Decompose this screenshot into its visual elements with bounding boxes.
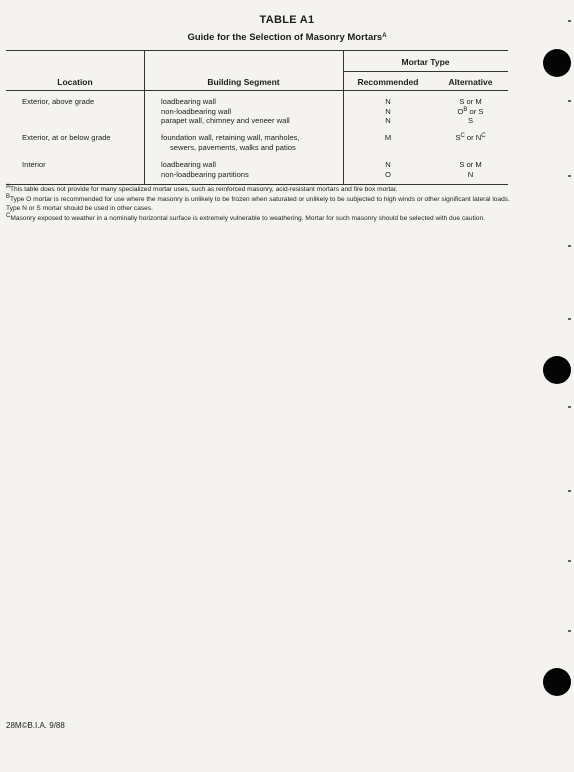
subtitle-text: Guide for the Selection of Masonry Mortars — [187, 32, 383, 43]
binder-hole — [543, 668, 571, 696]
footnote-text: This table does not provide for many specialized mortar uses, such as reinforced masonry, acid-resistant mortars and fire box mortar. — [10, 186, 398, 193]
alternative-text: S — [455, 133, 461, 142]
segment-cell: loadbearing wall — [161, 160, 216, 169]
footnote — [6, 186, 516, 194]
table-title: TABLE A1 — [259, 14, 315, 26]
edge-mark — [568, 406, 571, 408]
location-cell: Exterior, at or below grade — [22, 133, 111, 142]
edge-mark — [568, 245, 571, 247]
footnote-mark: C — [460, 133, 465, 139]
subtitle-footnote-mark: A — [382, 33, 387, 39]
recommended-cell: N — [385, 116, 391, 125]
recommended-cell: N — [385, 106, 391, 116]
footnote-mark: C — [481, 133, 486, 139]
segment-cell: non-loadbearing wall — [161, 106, 232, 116]
alternative-cell: S or M — [459, 97, 482, 106]
header-location: Location — [57, 77, 93, 87]
header-mortar-type: Mortar Type — [401, 57, 450, 67]
header-recommended: Recommended — [357, 77, 419, 87]
alternative-text: O — [457, 106, 464, 116]
mortar-table — [6, 50, 508, 185]
segment-cell: foundation wall, retaining wall, manholes, — [161, 133, 300, 142]
alternative-cell: S — [467, 116, 474, 125]
edge-mark — [568, 490, 571, 492]
footnote-text: Masonry exposed to weather in a nominally horizontal surface is extremely vulnerable to weathering. Mortar for such masonry should be selected with due caution. — [10, 215, 485, 223]
footnote-mark: B — [463, 106, 468, 113]
segment-cell: non-loadbearing partitions — [161, 169, 249, 179]
header-subdivider — [343, 71, 508, 72]
column-divider — [144, 51, 145, 184]
page-footer: 28M©B.I.A. 9/88 — [6, 721, 65, 730]
edge-mark — [568, 560, 571, 562]
recommended-cell: N — [385, 160, 391, 169]
edge-mark — [568, 630, 571, 632]
recommended-cell: O — [385, 169, 391, 179]
alternative-text: or S — [467, 106, 484, 116]
header-building-segment: Building Segment — [207, 77, 280, 87]
header-bottom-rule — [6, 90, 508, 91]
location-cell: Exterior, above grade — [22, 97, 95, 106]
edge-mark — [568, 175, 571, 177]
edge-mark — [568, 100, 571, 102]
segment-cell: sewers, pavements, walks and patios — [170, 142, 296, 152]
footnote — [6, 196, 516, 213]
recommended-cell: N — [385, 97, 391, 106]
alternative-cell: S or M — [459, 160, 482, 169]
binder-hole — [543, 356, 571, 384]
footnote-mark: A — [6, 184, 11, 190]
footnote-mark: C — [6, 213, 11, 220]
footnote — [6, 215, 516, 223]
segment-cell: loadbearing wall — [161, 97, 216, 106]
segment-cell: parapet wall, chimney and veneer wall — [161, 116, 290, 125]
edge-mark — [568, 20, 571, 22]
alternative-cell — [433, 107, 508, 117]
recommended-cell: M — [384, 133, 392, 142]
alternative-cell — [433, 133, 508, 143]
footnote-mark: B — [6, 194, 11, 201]
location-cell: Interior — [22, 160, 46, 169]
edge-mark — [568, 318, 571, 320]
footnotes — [6, 186, 516, 226]
header-alternative: Alternative — [448, 77, 493, 87]
alternative-cell: N — [467, 169, 474, 179]
footnote-text: Type O mortar is recommended for use where the masonry is unlikely to be frozen when saturated or unlikely to be subjected to high winds or other significant lateral loads. Type N or S mortar should be used in other cases. — [6, 196, 510, 212]
table-subtitle — [0, 32, 574, 43]
alternative-text: or N — [464, 133, 482, 142]
binder-hole — [543, 49, 571, 77]
